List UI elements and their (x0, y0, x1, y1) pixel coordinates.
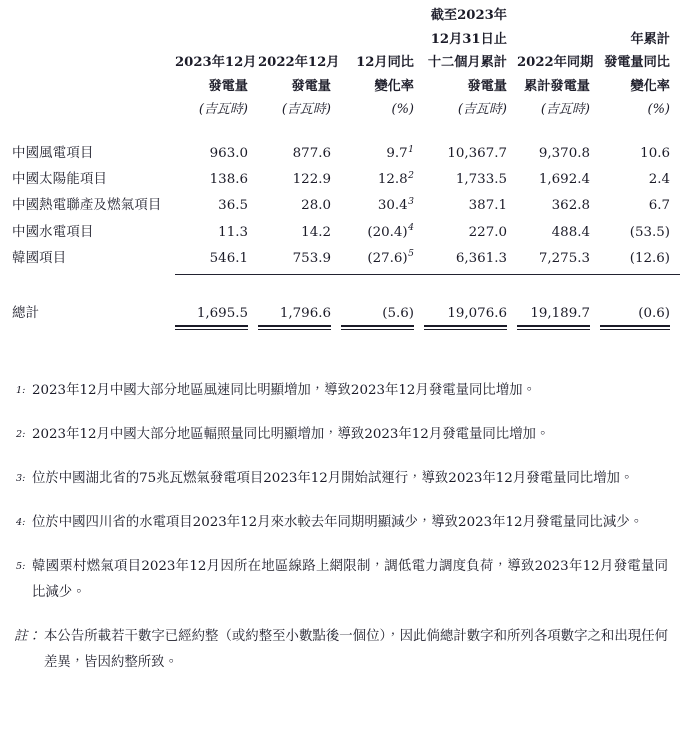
header-corner-cell (0, 4, 175, 28)
footnote-text: 2023年12月中國大部分地區輻照量同比明顯增加，導致2023年12月發電量同比增加。 (32, 427, 550, 442)
header-c3-l2: 十二個月累計 (427, 55, 507, 70)
cell-number: 122.9 (292, 172, 331, 188)
table-header (0, 4, 680, 141)
table-total-row (0, 299, 680, 330)
total-cell-value (341, 299, 424, 330)
cell-number: 963.0 (209, 146, 248, 161)
cell-value (600, 193, 680, 219)
cell-value (258, 246, 341, 275)
cell-value (341, 193, 424, 219)
footnote-row (0, 422, 682, 448)
header-line-3 (0, 51, 680, 75)
header-c5-l1: 年累計 (630, 31, 670, 47)
header-c1-l2: 2022年12月 (258, 55, 340, 70)
header-c3-l0: 截至2023年 (430, 8, 507, 23)
cell-number: 2.4 (648, 172, 670, 188)
footnote-marker: 2: (16, 429, 26, 440)
header-spacer-cell (0, 122, 680, 141)
cell-number: (53.5) (629, 224, 670, 240)
cell-value (175, 246, 258, 275)
header-c2-l1 (341, 28, 424, 52)
header-c0-l3: 發電量 (208, 78, 248, 94)
header-units-row (0, 98, 680, 122)
footnote-marker: 4: (16, 517, 26, 528)
cell-number: 877.6 (292, 146, 331, 161)
header-c5-l0 (600, 4, 680, 28)
cell-value (424, 193, 517, 219)
cell-value (175, 220, 258, 246)
row-label: 中國太陽能項目 (12, 172, 108, 188)
total-cell-number: 1,796.6 (279, 306, 331, 322)
header-c4-l2: 2022年同期 (517, 55, 594, 70)
total-cell-value (517, 299, 600, 330)
footnote-text: 2023年12月中國大部分地區風速同比明顯增加，導致2023年12月發電量同比增加。 (32, 383, 536, 398)
cell-value (175, 167, 258, 193)
cell-value (258, 167, 341, 193)
cell-number: 362.8 (551, 198, 590, 214)
cell-value (258, 141, 341, 167)
header-c5-l3: 變化率 (630, 78, 670, 94)
cell-value (517, 141, 600, 167)
cell-value (258, 193, 341, 219)
header-corner-cell-2 (0, 28, 175, 52)
note-row (0, 624, 682, 676)
table-row (0, 246, 680, 275)
footnote-text: 位於中國湖北省的75兆瓦燃氣發電項目2023年12月開始試運行，導致2023年12月發電量同比增加。 (32, 471, 634, 486)
total-cell-number: 19,076.6 (447, 306, 507, 322)
header-c3-unit: (吉瓦時) (457, 102, 507, 117)
table-gap-cell (0, 275, 680, 300)
cell-value (258, 220, 341, 246)
cell-number: 227.0 (468, 224, 507, 240)
cell-number: 11.3 (218, 224, 248, 240)
cell-number: 14.2 (301, 224, 331, 240)
cell-number: 36.5 (218, 198, 248, 214)
header-c1-l3: 發電量 (291, 78, 331, 94)
header-c4-l1 (517, 28, 600, 52)
total-cell-number: 19,189.7 (530, 306, 590, 322)
double-underline (424, 325, 507, 330)
header-c4-l3: 累計發電量 (524, 78, 590, 94)
cell-value (424, 167, 517, 193)
header-c1-l0 (258, 4, 341, 28)
cell-value (341, 220, 424, 246)
cell-value (424, 246, 517, 275)
cell-value (341, 141, 424, 167)
footnote-ref[interactable]: 1 (408, 143, 414, 155)
cell-number: 7,275.3 (538, 250, 590, 266)
cell-number: 12.8 (377, 172, 408, 188)
table-row (0, 141, 680, 167)
footnote-row (0, 466, 682, 492)
footnote-row (0, 378, 682, 404)
footnote-text: 韓國栗村燃氣項目2023年12月因所在地區線路上網限制，調低電力調度負荷，導致2023年12月發電量同比減少。 (32, 559, 668, 600)
cell-number: 9,370.8 (538, 146, 590, 161)
cell-number: 1,733.5 (455, 172, 507, 188)
header-c0-unit: (吉瓦時) (198, 102, 248, 117)
cell-value (600, 167, 680, 193)
footnote-ref[interactable]: 3 (408, 195, 414, 207)
header-c5-l2: 發電量同比 (604, 55, 670, 70)
header-c5-unit: (%) (647, 102, 670, 117)
row-label: 中國風電項目 (12, 146, 94, 161)
cell-number: 28.0 (301, 198, 331, 214)
cell-value (341, 246, 424, 275)
cell-number: 30.4 (377, 198, 408, 214)
cell-number: 1,692.4 (538, 172, 590, 188)
cell-number: 387.1 (468, 198, 507, 214)
header-c0-l0 (175, 4, 258, 28)
footnote-marker: 5: (16, 561, 26, 572)
footnote-ref[interactable]: 5 (408, 248, 414, 260)
total-cell-value (424, 299, 517, 330)
header-corner-cell-5 (0, 98, 175, 122)
cell-value (175, 141, 258, 167)
double-underline (600, 325, 670, 330)
note-marker: 註： (14, 629, 41, 644)
cell-value (517, 220, 600, 246)
cell-number: (27.6) (367, 250, 408, 266)
header-c2-l3: 變化率 (374, 78, 414, 94)
double-underline (341, 325, 414, 330)
cell-value (341, 167, 424, 193)
header-line-4 (0, 75, 680, 99)
header-c2-l2: 12月同比 (356, 55, 414, 70)
cell-number: 138.6 (209, 172, 248, 188)
cell-number: 6.7 (648, 198, 670, 214)
cell-value (424, 141, 517, 167)
table-row (0, 193, 680, 219)
footnote-row (0, 554, 682, 606)
header-line-2 (0, 28, 680, 52)
total-cell-value (600, 299, 680, 330)
double-underline (175, 325, 248, 330)
total-cell-value (258, 299, 341, 330)
header-c4-unit: (吉瓦時) (540, 102, 590, 117)
header-corner-cell-4 (0, 75, 175, 99)
total-cell-value (175, 299, 258, 330)
header-c0-l2: 2023年12月 (175, 55, 257, 70)
footnote-ref[interactable]: 4 (408, 222, 414, 234)
row-label: 韓國項目 (12, 250, 67, 266)
header-c1-unit: (吉瓦時) (281, 102, 331, 117)
cell-number: 546.1 (209, 250, 248, 266)
cell-value (517, 193, 600, 219)
footnote-marker: 1: (16, 385, 26, 396)
cell-value (424, 220, 517, 246)
total-label: 總計 (12, 306, 40, 322)
footnote-ref[interactable]: 2 (408, 169, 414, 181)
cell-value (600, 141, 680, 167)
header-spacer-row (0, 122, 680, 141)
cell-value (517, 167, 600, 193)
row-label: 中國水電項目 (12, 224, 94, 240)
header-c3-l3: 發電量 (467, 78, 507, 94)
footnote-marker: 3: (16, 473, 26, 484)
cell-number: 753.9 (292, 250, 331, 266)
header-c3-l1: 12月31日止 (430, 31, 507, 47)
cell-number: 9.7 (386, 146, 408, 161)
cell-number: (20.4) (367, 224, 408, 240)
power-generation-table (0, 4, 680, 330)
cell-value (517, 246, 600, 275)
cell-value (600, 246, 680, 275)
total-cell-number: (5.6) (382, 306, 414, 322)
table-row (0, 167, 680, 193)
double-underline (258, 325, 331, 330)
cell-number: (12.6) (629, 250, 670, 266)
header-c2-unit: (%) (391, 102, 414, 117)
header-c2-l0 (341, 4, 424, 28)
note-text: 本公告所載若干數字已經約整（或約整至小數點後一個位），因此倘總計數字和所列各項數字之和出現任何差異，皆因約整所致。 (44, 629, 668, 670)
cell-number: 10.6 (640, 146, 670, 161)
total-cell-number: 1,695.5 (196, 306, 248, 322)
footnote-text: 位於中國四川省的水電項目2023年12月來水較去年同期明顯減少，導致2023年12月發電量同比減少。 (32, 515, 644, 530)
total-cell-number: (0.6) (638, 306, 670, 322)
table-row (0, 220, 680, 246)
cell-value (175, 193, 258, 219)
footnotes-section (0, 378, 682, 676)
cell-number: 488.4 (551, 224, 590, 240)
table-gap-row (0, 275, 680, 300)
header-c1-l1 (258, 28, 341, 52)
header-corner-cell-3 (0, 51, 175, 75)
double-underline (517, 325, 590, 330)
header-c4-l0 (517, 4, 600, 28)
cell-value (600, 220, 680, 246)
header-c0-l1 (175, 28, 258, 52)
cell-number: 6,361.3 (455, 250, 507, 266)
row-label: 中國熱電聯產及燃氣項目 (12, 198, 162, 214)
cell-number: 10,367.7 (447, 146, 507, 161)
table-body (0, 141, 680, 330)
footnote-row (0, 510, 682, 536)
header-line-1 (0, 4, 680, 28)
